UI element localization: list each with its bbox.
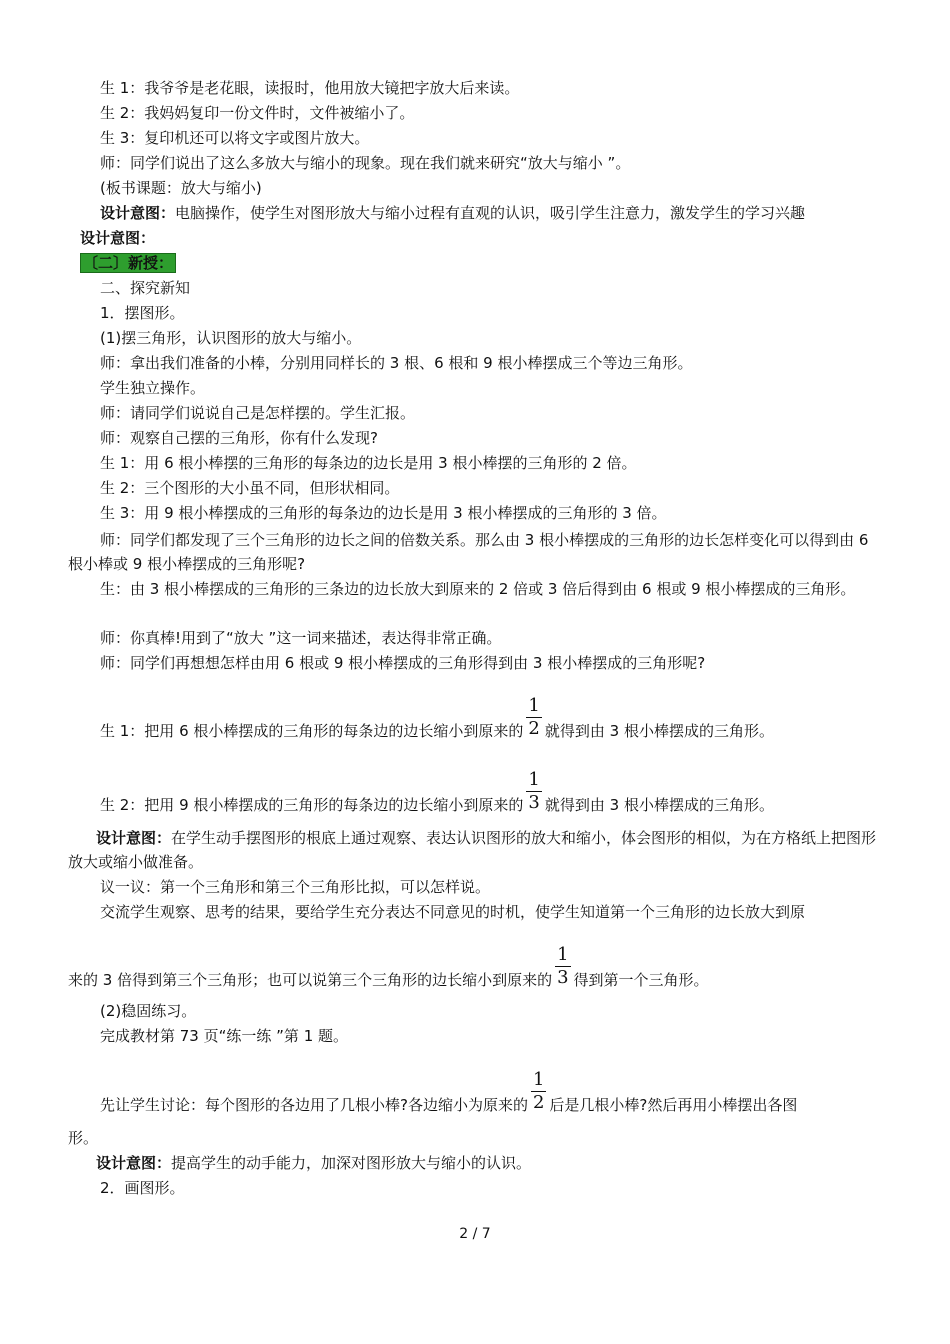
text-line: 生 2：我妈妈复印一份文件时，文件被缩小了。 <box>100 104 415 122</box>
fraction-one-third: $\frac{1}{3}$ <box>557 944 569 988</box>
section-new-teaching: 〔二〕新授： <box>80 253 176 273</box>
design-intent-3 <box>96 1153 531 1173</box>
text-line: 生 3：用 9 根小棒摆成的三角形的每条边的边长是用 3 根小棒摆成的三角形的 3 倍。 <box>100 504 667 522</box>
text-line: 二、探究新知 <box>100 279 191 297</box>
page-number: 2 / 7 <box>459 1226 491 1242</box>
text-line: 形。 <box>68 1129 99 1147</box>
discuss-line: 先让学生讨论：每个图形的各边用了几根小棒?各边缩小为原来的 $\frac{1}{2}$ 后是几根小棒?然后再用小棒摆出各图 <box>100 1069 798 1114</box>
design-intent-text: 在学生动手摆图形的根底上通过观察、表达认识图形的放大和缩小，体会图形的相似，为在方格纸上把图形放大或缩小做准备。 <box>68 829 877 871</box>
text-line: 生 1：用 6 根小棒摆的三角形的每条边的边长是用 3 根小棒摆的三角形的 2 倍。 <box>100 454 637 472</box>
design-intent-text: 提高学生的动手能力，加深对图形放大与缩小的认识。 <box>171 1154 532 1172</box>
text-line: 师：你真棒!用到了“放大 ”这一词来描述，表达得非常正确。 <box>100 629 502 647</box>
exchange-line-2: 来的 3 倍得到第三个三角形；也可以说第三个三角形的边长缩小到原来的 $\frac{1}{3}$ 得到第一个三角形。 <box>68 944 709 989</box>
text-line: 生 3：复印机还可以将文字或图片放大。 <box>100 129 370 147</box>
design-intent-1 <box>100 203 805 223</box>
text-line: 师：请同学们说说自己是怎样摆的。学生汇报。 <box>100 404 416 422</box>
paragraph-teacher-question: 师：同学们都发现了三个三角形的边长之间的倍数关系。那么由 3 根小棒摆成的三角形的边长怎样变化可以得到由 6 根小棒或 9 根小棒摆成的三角形呢? <box>68 531 869 573</box>
paragraph-student-answer: 生：由 3 根小棒摆成的三角形的三条边的边长放大到原来的 2 倍或 3 倍后得到由 6 根或 9 根小棒摆成的三角形。 <box>100 580 856 598</box>
design-intent-label-empty: 设计意图： <box>80 229 156 247</box>
text-line: 师：拿出我们准备的小棒，分别用同样长的 3 根、6 根和 9 根小棒摆成三个等边三角形。 <box>100 354 693 372</box>
text-line: 生 1：我爷爷是老花眼，读报时，他用放大镜把字放大后来读。 <box>100 79 520 97</box>
text-line: 交流学生观察、思考的结果，要给学生充分表达不同意见的时机，使学生知道第一个三角形的边长放大到原 <box>100 903 806 921</box>
fraction-one-half: $\frac{1}{2}$ <box>528 695 540 739</box>
student-2-answer: 生 2：把用 9 根小棒摆成的三角形的每条边的边长缩小到原来的 $\frac{1}{3}$ 就得到由 3 根小棒摆成的三角形。 <box>100 769 774 814</box>
text-line: (板书课题：放大与缩小) <box>100 179 262 197</box>
design-intent-label: 设计意图： <box>100 204 176 222</box>
text-line: (1)摆三角形，认识图形的放大与缩小。 <box>100 329 362 347</box>
text-line: 学生独立操作。 <box>100 379 206 397</box>
student-1-answer: 生 1：把用 6 根小棒摆成的三角形的每条边的边长缩小到原来的 $\frac{1}{2}$ 就得到由 3 根小棒摆成的三角形。 <box>100 695 774 740</box>
fraction-one-half: $\frac{1}{2}$ <box>532 1069 545 1113</box>
design-intent-2 <box>68 826 883 874</box>
text-line: (2)稳固练习。 <box>100 1002 197 1020</box>
design-intent-label: 设计意图： <box>96 1154 172 1172</box>
fraction-one-third: $\frac{1}{3}$ <box>528 769 540 813</box>
text-line: 生 2：三个图形的大小虽不同，但形状相同。 <box>100 479 400 497</box>
text-line: 完成教材第 73 页“练一练 ”第 1 题。 <box>100 1027 349 1045</box>
text-line: 师：同学们说出了这么多放大与缩小的现象。现在我们就来研究“放大与缩小 ”。 <box>100 154 631 172</box>
text-line: 1．摆图形。 <box>100 304 185 322</box>
text-line: 师：观察自己摆的三角形，你有什么发现? <box>100 429 378 447</box>
design-intent-label: 设计意图： <box>96 829 172 847</box>
section-heading <box>80 253 176 273</box>
text-line: 议一议：第一个三角形和第三个三角形比拟，可以怎样说。 <box>100 878 491 896</box>
text-line: 2．画图形。 <box>100 1179 185 1197</box>
design-intent-text: 电脑操作，使学生对图形放大与缩小过程有直观的认识，吸引学生注意力，激发学生的学习兴趣 <box>175 204 806 222</box>
text-line: 师：同学们再想想怎样由用 6 根或 9 根小棒摆成的三角形得到由 3 根小棒摆成的三角形呢? <box>100 654 706 672</box>
